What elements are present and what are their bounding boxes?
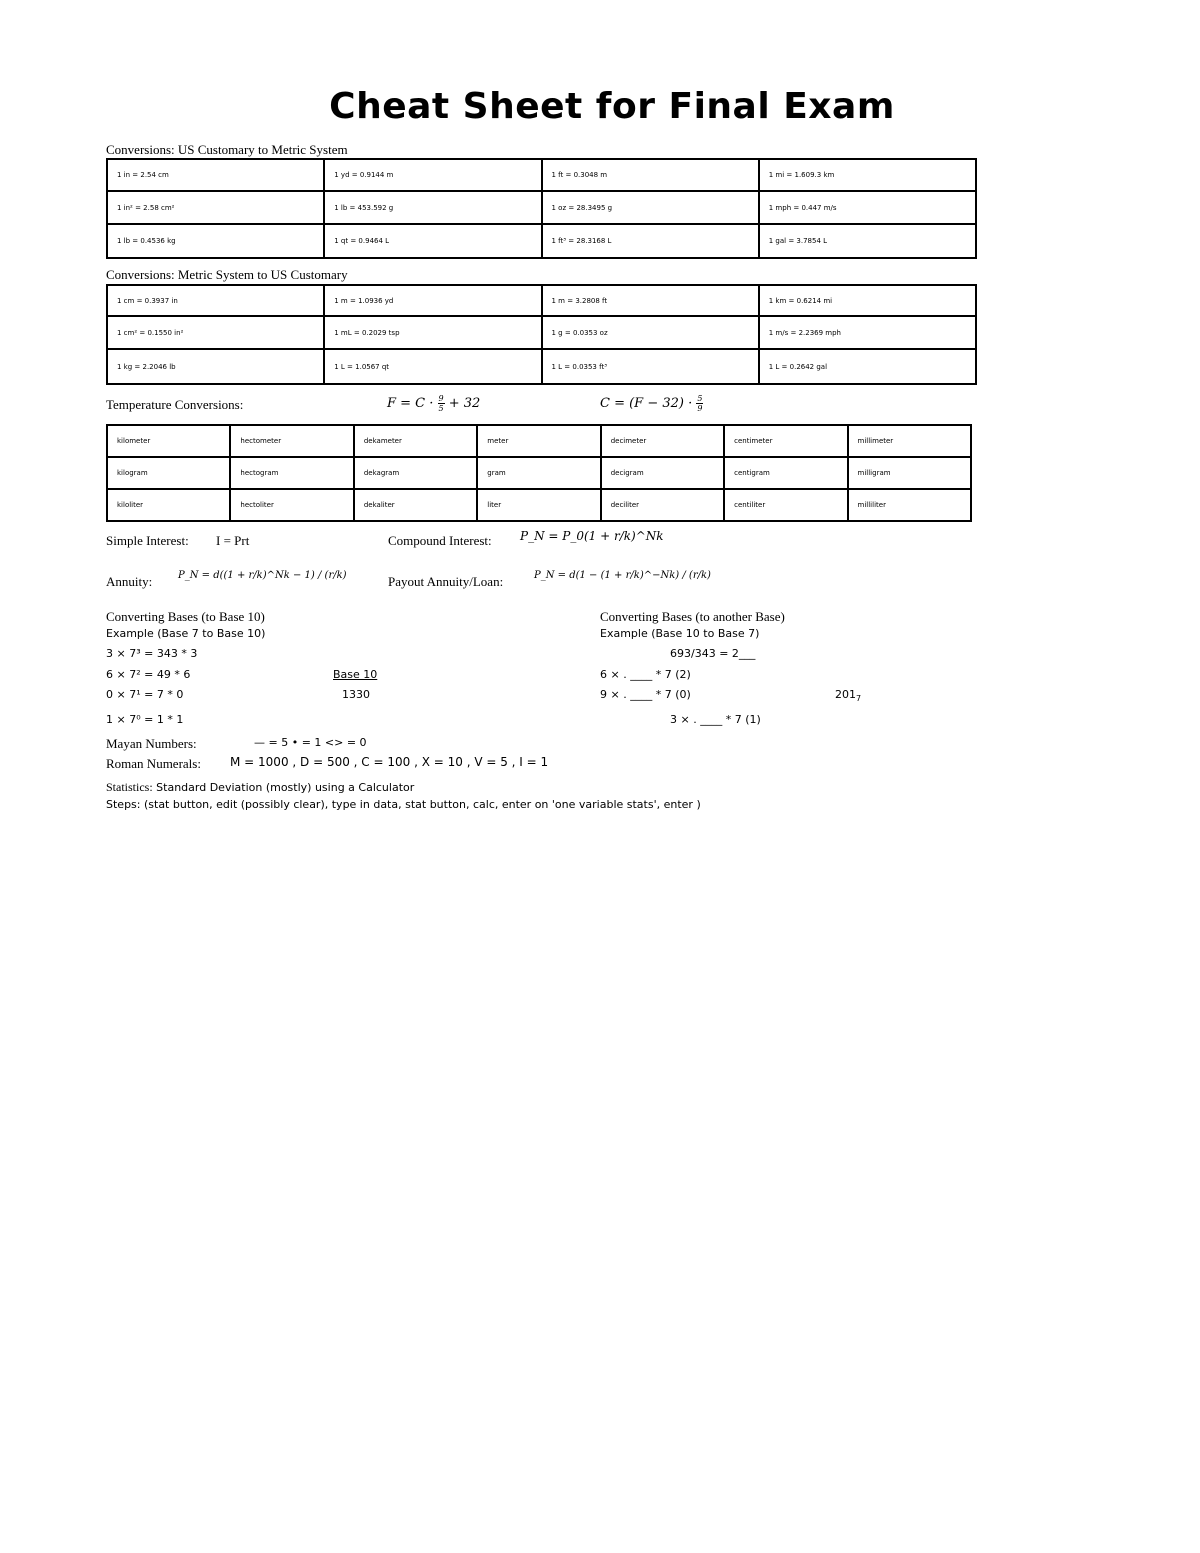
table-cell: dekaliter <box>354 489 477 521</box>
table-cell: hectoliter <box>230 489 353 521</box>
table-cell: 1 oz = 28.3495 g <box>542 191 759 224</box>
table-cell: 1 mL = 0.2029 tsp <box>324 316 541 349</box>
fahrenheit-formula: F = C · $\frac{9}{5}$ + 32 <box>387 394 481 413</box>
base-10-label: Base 10 <box>333 668 378 681</box>
metric-prefix-table <box>106 424 972 522</box>
bases-to-other-line: 9 × . ____ * 7 (0) <box>600 688 691 701</box>
table-cell: liter <box>477 489 600 521</box>
annuity-label: Annuity: <box>106 574 153 589</box>
table-cell: 1 cm² = 0.1550 in² <box>107 316 324 349</box>
bases-to-other-line: 693/343 = 2___ <box>670 647 756 660</box>
roman-label: Roman Numerals: <box>106 756 201 771</box>
table-cell: 1 cm = 0.3937 in <box>107 285 324 316</box>
bases-to-other-line: 6 × . ____ * 7 (2) <box>600 668 691 681</box>
table-cell: meter <box>477 425 600 457</box>
table-cell: 1 L = 0.2642 gal <box>759 349 976 384</box>
bases-to-10-line: 1 × 7⁰ = 1 * 1 <box>106 713 184 726</box>
mayan-value: — = 5 • = 1 <> = 0 <box>254 736 367 749</box>
table-cell: 1 g = 0.0353 oz <box>542 316 759 349</box>
bases-to-10-line: 6 × 7² = 49 * 6 <box>106 668 191 681</box>
table-cell: decigram <box>601 457 724 489</box>
table-cell: decimeter <box>601 425 724 457</box>
table-cell: milligram <box>848 457 971 489</box>
table-cell: centimeter <box>724 425 847 457</box>
table-cell: 1 in = 2.54 cm <box>107 159 324 191</box>
table-cell: 1 ft = 0.3048 m <box>542 159 759 191</box>
metric-to-us-heading: Conversions: Metric System to US Customary <box>106 267 348 282</box>
table-cell: 1 kg = 2.2046 lb <box>107 349 324 384</box>
table-cell: centiliter <box>724 489 847 521</box>
table-cell: dekagram <box>354 457 477 489</box>
roman-value: M = 1000 , D = 500 , C = 100 , X = 10 , V = 5 , I = 1 <box>230 755 549 769</box>
statistics-line <box>106 780 414 795</box>
celsius-formula: C = (F − 32) · $\frac{5}{9}$ <box>600 394 703 413</box>
table-cell: 1 mph = 0.447 m/s <box>759 191 976 224</box>
page-title: Cheat Sheet for Final Exam <box>329 86 895 127</box>
mayan-label: Mayan Numbers: <box>106 736 197 751</box>
table-cell: millimeter <box>848 425 971 457</box>
bases-to-10-line: 0 × 7¹ = 7 * 0 <box>106 688 184 701</box>
table-cell: 1 lb = 0.4536 kg <box>107 224 324 258</box>
table-cell: centigram <box>724 457 847 489</box>
payout-annuity-formula: P_N = d(1 − (1 + r/k)^−Nk) / (r/k) <box>534 570 711 581</box>
bases-to-10-heading: Converting Bases (to Base 10) <box>106 609 265 624</box>
bases-to-10-line: 3 × 7³ = 343 * 3 <box>106 647 198 660</box>
annuity-formula: P_N = d((1 + r/k)^Nk − 1) / (r/k) <box>178 570 347 581</box>
table-cell: dekameter <box>354 425 477 457</box>
table-cell: 1 L = 1.0567 qt <box>324 349 541 384</box>
temperature-label: Temperature Conversions: <box>106 397 244 412</box>
statistics-label: Statistics: <box>106 780 153 794</box>
table-cell: 1 L = 0.0353 ft³ <box>542 349 759 384</box>
compound-interest-formula: P_N = P_0(1 + r/k)^Nk <box>520 529 664 543</box>
metric-to-us-table <box>106 284 977 385</box>
us-to-metric-table <box>106 158 977 259</box>
table-cell: 1 m = 3.2808 ft <box>542 285 759 316</box>
table-cell: hectogram <box>230 457 353 489</box>
table-cell: 1 m/s = 2.2369 mph <box>759 316 976 349</box>
table-cell: 1 gal = 3.7854 L <box>759 224 976 258</box>
table-cell: 1 lb = 453.592 g <box>324 191 541 224</box>
bases-to-other-example: Example (Base 10 to Base 7) <box>600 627 760 640</box>
bases-to-other-line: 3 × . ____ * 7 (1) <box>670 713 761 726</box>
table-cell: 1 mi = 1.609.3 km <box>759 159 976 191</box>
base-10-result: 1330 <box>342 688 370 701</box>
table-cell: 1 qt = 0.9464 L <box>324 224 541 258</box>
table-cell: 1 in² = 2.58 cm² <box>107 191 324 224</box>
table-cell: kiloliter <box>107 489 230 521</box>
bases-to-10-example: Example (Base 7 to Base 10) <box>106 627 266 640</box>
simple-interest-formula: I = Prt <box>216 533 250 548</box>
table-cell: kilogram <box>107 457 230 489</box>
us-to-metric-heading: Conversions: US Customary to Metric System <box>106 142 348 157</box>
compound-interest-label: Compound Interest: <box>388 533 492 548</box>
table-cell: 1 m = 1.0936 yd <box>324 285 541 316</box>
statistics-steps: Steps: (stat button, edit (possibly clear), type in data, stat button, calc, enter on 'one variable stats', enter ) <box>106 798 701 811</box>
table-cell: milliliter <box>848 489 971 521</box>
table-cell: gram <box>477 457 600 489</box>
table-cell: kilometer <box>107 425 230 457</box>
payout-annuity-label: Payout Annuity/Loan: <box>388 574 504 589</box>
table-cell: 1 yd = 0.9144 m <box>324 159 541 191</box>
table-cell: deciliter <box>601 489 724 521</box>
simple-interest-label: Simple Interest: <box>106 533 189 548</box>
base-7-result: $201_7$ <box>835 688 862 704</box>
bases-to-other-heading: Converting Bases (to another Base) <box>600 609 785 624</box>
statistics-text: Standard Deviation (mostly) using a Calculator <box>156 781 415 794</box>
table-cell: hectometer <box>230 425 353 457</box>
table-cell: 1 ft³ = 28.3168 L <box>542 224 759 258</box>
table-cell: 1 km = 0.6214 mi <box>759 285 976 316</box>
